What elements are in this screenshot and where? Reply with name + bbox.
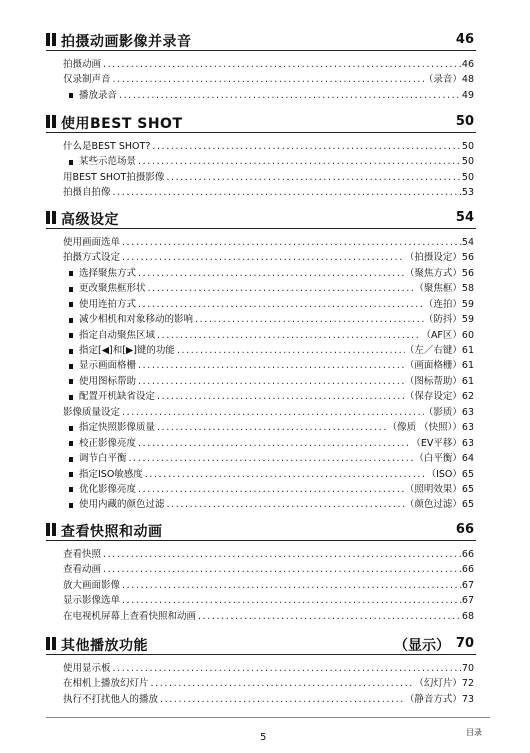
bullet-icon (69, 318, 73, 323)
entry-page-number: 53 (461, 187, 474, 199)
entry-page-number: 56 (461, 267, 474, 279)
section-page-number: 50 (455, 114, 474, 129)
entry-label: 更改聚焦框形状 (79, 283, 146, 295)
dot-leader (101, 562, 462, 577)
toc-entry[interactable] (63, 497, 474, 512)
toc-entry[interactable] (63, 235, 474, 250)
footer-section-label: 目录 (466, 728, 482, 737)
dot-leader (120, 593, 462, 608)
footer-divider (46, 717, 490, 718)
section-header (46, 520, 476, 541)
entry-tag: （照明效果） (404, 483, 462, 495)
dot-leader (193, 312, 424, 327)
entry-label: 某些示范场景 (79, 156, 137, 168)
entry-label: 校正影像亮度 (79, 437, 137, 449)
entry-tag: （白平衡） (414, 453, 462, 465)
entry-page-number: 65 (461, 483, 474, 495)
entry-page-number: 58 (461, 283, 474, 295)
bullet-icon (69, 93, 73, 98)
bullet-icon (69, 395, 73, 400)
entry-page-number: 61 (461, 360, 474, 372)
dot-leader (164, 170, 462, 185)
section-header (46, 634, 476, 655)
toc-section (46, 30, 476, 103)
entry-page-number: 66 (461, 548, 474, 560)
entry-label: 什么是BEST SHOT? (63, 140, 151, 152)
entry-label: 使用显示板 (63, 662, 111, 674)
dot-leader (136, 358, 405, 373)
bullet-icon (69, 302, 73, 307)
entry-label: 在相机上播放幻灯片 (63, 678, 149, 690)
dot-leader (143, 467, 427, 482)
entry-label: 执行不打扰他人的播放 (63, 693, 159, 705)
dot-leader (101, 57, 462, 72)
dot-leader (111, 72, 424, 87)
entry-label: 指定快照影像质量 (79, 422, 156, 434)
dot-leader (120, 578, 462, 593)
entry-label: 指定自动聚焦区域 (79, 329, 156, 341)
entry-tag: （防抖） (423, 314, 462, 326)
entry-page-number: 64 (461, 453, 474, 465)
toc-entry[interactable] (63, 420, 474, 435)
entry-tag: （像质 （快照）） (387, 422, 462, 434)
toc-section (46, 634, 476, 707)
section-header (46, 112, 476, 133)
bullet-icon (69, 160, 73, 165)
entry-page-number: 72 (461, 678, 474, 690)
entry-page-number: 67 (461, 595, 474, 607)
toc-entry[interactable] (63, 547, 474, 562)
dot-leader (127, 451, 415, 466)
entry-tag: （静音方式） (404, 693, 462, 705)
bullet-icon (69, 271, 73, 276)
dot-leader (175, 343, 405, 358)
entry-label: 指定[◀]和[▶]键的功能 (79, 345, 175, 357)
section-title[interactable]: 使用BEST SHOT (61, 116, 183, 132)
toc-entry[interactable] (63, 578, 474, 593)
entry-label: 拍摄动画 (63, 58, 102, 70)
dot-leader (111, 661, 462, 676)
entry-page-number: 59 (461, 314, 474, 326)
toc-entry[interactable] (63, 593, 474, 608)
section-header (46, 208, 476, 229)
dot-leader (136, 154, 462, 169)
bullet-icon (69, 287, 73, 292)
toc-entry[interactable] (63, 328, 474, 343)
toc-entry[interactable] (63, 88, 474, 103)
toc-entry[interactable] (63, 343, 474, 358)
entry-label: 放大画面影像 (63, 579, 121, 591)
entry-page-number: 61 (461, 345, 474, 357)
entry-page-number: 65 (461, 499, 474, 511)
toc-entry[interactable] (63, 266, 474, 281)
entry-page-number: 70 (461, 662, 474, 674)
entry-page-number: 50 (461, 140, 474, 152)
entry-label: 调节白平衡 (79, 453, 127, 465)
entry-page-number: 46 (461, 58, 474, 70)
dot-leader (155, 328, 421, 343)
section-title[interactable]: 查看快照和动画 (61, 524, 163, 540)
entry-page-number: 65 (461, 468, 474, 480)
dot-leader (165, 497, 405, 512)
section-page-number: 54 (455, 210, 474, 225)
entry-tag: （影质） (423, 406, 462, 418)
toc-section (46, 520, 476, 624)
entry-label: 查看快照 (63, 548, 102, 560)
bullet-icon (69, 379, 73, 384)
dot-leader (158, 692, 405, 707)
toc-entry[interactable] (63, 436, 474, 451)
entry-tag: （AF区） (421, 329, 462, 341)
entry-page-number: 67 (461, 579, 474, 591)
section-marker-icon (46, 523, 56, 536)
toc-section (46, 112, 476, 201)
entry-label: 用BEST SHOT拍摄影像 (63, 171, 165, 183)
bullet-icon (69, 441, 73, 446)
entry-tag: （图标帮助） (404, 375, 462, 387)
entry-tag: （连拍） (423, 298, 462, 310)
toc-entry[interactable] (63, 170, 474, 185)
entry-page-number: 66 (461, 564, 474, 576)
toc-entry[interactable] (63, 359, 474, 374)
dot-leader (101, 547, 462, 562)
section-entries (46, 235, 476, 513)
entry-label: 使用连拍方式 (79, 298, 137, 310)
entry-tag: （聚焦框） (414, 283, 462, 295)
entry-label: 拍摄方式设定 (63, 252, 121, 264)
toc-entry[interactable] (63, 374, 474, 389)
toc-entry[interactable] (63, 676, 474, 691)
section-entries (46, 139, 476, 201)
section-page-number: 46 (455, 32, 474, 47)
toc-entry[interactable] (63, 482, 474, 497)
entry-label: 显示影像选单 (63, 595, 121, 607)
section-page-number: 70 (455, 636, 474, 651)
page-number: 5 (260, 732, 267, 743)
toc-entry[interactable] (63, 692, 474, 707)
bullet-icon (69, 426, 73, 431)
entry-tag: （保存设定） (404, 391, 462, 403)
entry-page-number: 63 (461, 422, 474, 434)
section-entries (46, 661, 476, 707)
section-title[interactable]: 高级设定 (61, 212, 119, 228)
bullet-icon (69, 364, 73, 369)
toc-entry[interactable] (63, 57, 474, 72)
entry-label: 仅录制声音 (63, 74, 111, 86)
dot-leader (120, 235, 462, 250)
entry-label: 优化影像亮度 (79, 483, 137, 495)
entry-label: 指定ISO敏感度 (79, 468, 143, 480)
toc-entry[interactable] (63, 389, 474, 404)
toc-entry[interactable] (63, 312, 474, 327)
dot-leader (155, 389, 405, 404)
dot-leader (150, 139, 462, 154)
bullet-icon (69, 503, 73, 508)
entry-tag: （颜色过滤） (404, 499, 462, 511)
entry-page-number: 48 (461, 74, 474, 86)
entry-page-number: 73 (461, 693, 474, 705)
dot-leader (111, 185, 462, 200)
section-title[interactable]: 其他播放功能 (61, 638, 148, 654)
entry-label: 在电视机屏幕上查看快照和动画 (63, 610, 197, 622)
dot-leader (120, 250, 405, 265)
section-header (46, 30, 476, 51)
entry-tag: （左／右键） (404, 345, 462, 357)
entry-label: 查看动画 (63, 564, 102, 576)
bullet-icon (69, 333, 73, 338)
dot-leader (146, 281, 415, 296)
entry-label: 使用画面选单 (63, 236, 121, 248)
entry-label: 影像质量设定 (63, 406, 121, 418)
toc-entry[interactable] (63, 562, 474, 577)
entry-page-number: 54 (461, 236, 474, 248)
dot-leader (136, 266, 405, 281)
entry-page-number: 49 (461, 89, 474, 101)
bullet-icon (69, 472, 73, 477)
entry-page-number: 63 (461, 437, 474, 449)
entry-tag: （幻灯片） (414, 678, 462, 690)
toc-entry[interactable] (63, 185, 474, 200)
bullet-icon (69, 349, 73, 354)
section-entries (46, 547, 476, 624)
entry-page-number: 62 (461, 391, 474, 403)
entry-page-number: 50 (461, 156, 474, 168)
section-marker-icon (46, 637, 56, 650)
dot-leader (117, 88, 462, 103)
entry-page-number: 59 (461, 298, 474, 310)
toc-entry[interactable] (63, 139, 474, 154)
entry-label: 配置开机缺省设定 (79, 391, 156, 403)
dot-leader (136, 297, 424, 312)
toc-entry[interactable] (63, 609, 474, 624)
entry-tag: （EV平移） (411, 437, 462, 449)
entry-tag: （拍摄设定） (404, 252, 462, 264)
toc-entry[interactable] (63, 281, 474, 296)
section-subtitle: （显示） (394, 638, 450, 654)
entry-page-number: 50 (461, 171, 474, 183)
entry-label: 拍摄自拍像 (63, 187, 111, 199)
bullet-icon (69, 487, 73, 492)
entry-label: 使用内藏的颜色过滤 (79, 499, 165, 511)
section-title[interactable]: 拍摄动画影像并录音 (61, 34, 192, 50)
toc-entry[interactable] (63, 661, 474, 676)
dot-leader (120, 405, 424, 420)
section-page-number: 66 (455, 522, 474, 537)
section-marker-icon (46, 211, 56, 224)
entry-page-number: 68 (461, 610, 474, 622)
entry-tag: （ISO） (426, 468, 462, 480)
section-entries (46, 57, 476, 103)
bullet-icon (69, 457, 73, 462)
entry-label: 选择聚焦方式 (79, 267, 137, 279)
toc-entry[interactable] (63, 154, 474, 169)
dot-leader (196, 609, 462, 624)
toc-entry[interactable] (63, 467, 474, 482)
toc-entry[interactable] (63, 250, 474, 265)
toc-section (46, 208, 476, 513)
toc-entry[interactable] (63, 405, 474, 420)
entry-label: 减少相机和对象移动的影响 (79, 314, 194, 326)
dot-leader (136, 436, 411, 451)
toc-entry[interactable] (63, 297, 474, 312)
dot-leader (136, 374, 405, 389)
entry-tag: （聚焦方式） (404, 267, 462, 279)
dot-leader (136, 482, 405, 497)
entry-label: 显示画面格栅 (79, 360, 137, 372)
entry-page-number: 60 (461, 329, 474, 341)
entry-page-number: 61 (461, 375, 474, 387)
section-marker-icon (46, 115, 56, 128)
dot-leader (155, 420, 388, 435)
toc-entry[interactable] (63, 451, 474, 466)
entry-tag: （录音） (423, 74, 462, 86)
entry-label: 使用图标帮助 (79, 375, 137, 387)
entry-page-number: 63 (461, 406, 474, 418)
entry-tag: （画面格栅） (404, 360, 462, 372)
dot-leader (149, 676, 415, 691)
section-marker-icon (46, 33, 56, 46)
entry-page-number: 56 (461, 252, 474, 264)
entry-label: 播放录音 (79, 89, 118, 101)
toc-entry[interactable] (63, 72, 474, 87)
